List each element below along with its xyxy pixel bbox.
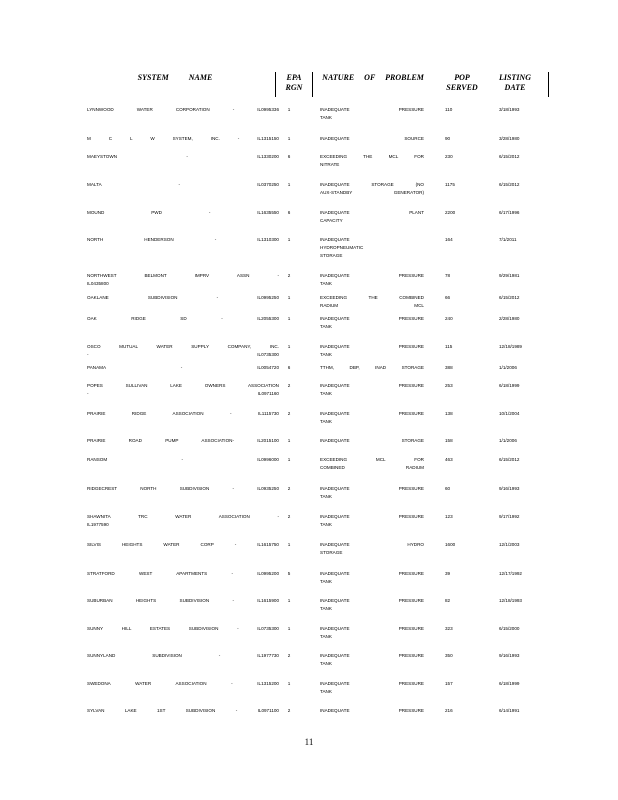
- nature-of-problem-cell: INADEQUATE HYDRO STORAGE: [320, 542, 424, 555]
- listing-date-cell: 9/16/1993: [499, 653, 520, 658]
- system-name-cell: PRAIRIE RIDGE ASSOCIATION - IL1115730: [87, 411, 279, 416]
- pop-served-cell: 158: [445, 438, 453, 443]
- listing-date-cell: 6/17/1996: [499, 210, 520, 215]
- page-number: 11: [304, 737, 314, 747]
- system-name-cell: OAK RIDGE SD - IL2055300: [87, 316, 279, 321]
- listing-date-cell: 2/28/1980: [499, 316, 520, 321]
- system-name-cell: SYLVAN LAKE 1ST SUBDIVISION - IL0971100: [87, 708, 279, 713]
- system-name-cell: SUNNYLAND SUBDIVISION - IL1977730: [87, 653, 279, 658]
- epa-region-cell: 1: [287, 237, 291, 242]
- epa-region-cell: 1: [287, 542, 291, 547]
- epa-region-cell: 1: [287, 457, 291, 462]
- epa-region-cell: 6: [287, 365, 291, 370]
- nature-of-problem-cell: INADEQUATE PRESSURE TANK: [320, 344, 424, 357]
- epa-region-cell: 6: [287, 210, 291, 215]
- epa-region-cell: 2: [287, 411, 291, 416]
- epa-region-cell: 2: [287, 273, 291, 278]
- pop-served-cell: 60: [445, 486, 451, 491]
- header-nature-of-problem: NATURE OF PROBLEM: [322, 73, 424, 82]
- header-system-name: SYSTEM NAME: [137, 73, 213, 82]
- pop-served-cell: 2200: [445, 210, 456, 215]
- pop-served-cell: 82: [445, 598, 451, 603]
- nature-of-problem-cell: INADEQUATE HYDROPNEUMATIC STORAGE: [320, 237, 364, 258]
- listing-date-cell: 6/15/2000: [499, 626, 520, 631]
- system-name-cell: SILVIS HEIGHTS WATER CORP - IL1615750: [87, 542, 279, 547]
- pop-served-cell: 350: [445, 653, 453, 658]
- pop-served-cell: 66: [445, 295, 451, 300]
- pop-served-cell: 39: [445, 571, 451, 576]
- nature-of-problem-cell: INADEQUATE PRESSURE TANK: [320, 411, 424, 424]
- listing-date-cell: 9/16/1993: [499, 486, 520, 491]
- epa-region-cell: 1: [287, 598, 291, 603]
- nature-of-problem-cell: INADEQUATE PLANT CAPACITY: [320, 210, 424, 223]
- epa-region-cell: 1: [287, 626, 291, 631]
- nature-of-problem-cell: INADEQUATE PRESSURE TANK: [320, 653, 424, 666]
- epa-region-cell: 1: [287, 107, 291, 112]
- system-name-cell: POPES SULLIVAN LAKE OWNERS ASSOCIATION - IL0971160: [87, 383, 279, 396]
- listing-date-cell: 6/14/1991: [499, 708, 520, 713]
- epa-region-cell: 6: [287, 154, 291, 159]
- nature-of-problem-cell: INADEQUATE PRESSURE TANK: [320, 383, 424, 396]
- nature-of-problem-cell: INADEQUATE PRESSURE: [320, 708, 424, 713]
- system-name-cell: LYNNWOOD WATER CORPORATION - IL0995336: [87, 107, 279, 112]
- pop-served-cell: 253: [445, 383, 453, 388]
- system-name-cell: RIDGECREST NORTH SUBDIVISION - IL0935250: [87, 486, 279, 491]
- nature-of-problem-cell: INADEQUATE STORAGE: [320, 438, 424, 443]
- listing-date-cell: 7/1/2011: [499, 237, 517, 242]
- pop-served-cell: 463: [445, 457, 453, 462]
- pop-served-cell: 78: [445, 273, 451, 278]
- epa-region-cell: 2: [287, 383, 291, 388]
- system-name-cell: NORTHWEST BELMONT IMPRV ASSN - IL0435800: [87, 273, 279, 286]
- pop-served-cell: 157: [445, 681, 453, 686]
- header-divider-1: [275, 72, 276, 97]
- header-listing-date: LISTING DATE: [498, 73, 531, 92]
- listing-date-cell: 12/18/1993: [499, 598, 522, 603]
- listing-date-cell: 1/1/2006: [499, 365, 517, 370]
- listing-date-cell: 1/1/2006: [499, 438, 517, 443]
- pop-served-cell: 164: [445, 237, 453, 242]
- listing-date-cell: 12/17/1992: [499, 571, 522, 576]
- system-name-cell: SHAWNITA TRC WATER ASSOCIATION - IL1977590: [87, 514, 279, 527]
- epa-region-cell: 2: [287, 514, 291, 519]
- pop-served-cell: 110: [445, 107, 453, 112]
- system-name-cell: PRAIRIE ROAD PUMP ASSOCIATION- IL2015100: [87, 438, 279, 443]
- listing-date-cell: 6/18/1999: [499, 681, 520, 686]
- system-name-cell: STRATFORD WEST APARTMENTS - IL0995200: [87, 571, 279, 576]
- epa-region-cell: 1: [287, 344, 291, 349]
- pop-served-cell: 90: [445, 136, 451, 141]
- nature-of-problem-cell: INADEQUATE PRESSURE TANK: [320, 598, 424, 611]
- nature-of-problem-cell: EXCEEDING MCL FOR COMBINED RADIUM: [320, 457, 424, 470]
- nature-of-problem-cell: INADEQUATE PRESSURE TANK: [320, 571, 424, 584]
- listing-date-cell: 6/15/2012: [499, 295, 520, 300]
- pop-served-cell: 388: [445, 365, 453, 370]
- pop-served-cell: 123: [445, 514, 453, 519]
- epa-region-cell: 1: [287, 182, 291, 187]
- header-pop-served: POP SERVED: [446, 73, 478, 92]
- pop-served-cell: 323: [445, 626, 453, 631]
- epa-region-cell: 1: [287, 316, 291, 321]
- header-divider-2: [312, 72, 313, 97]
- header-divider-3: [548, 72, 549, 97]
- system-name-cell: RANSOM - IL0996000: [87, 457, 279, 462]
- nature-of-problem-cell: INADEQUATE PRESSURE TANK: [320, 514, 424, 527]
- system-name-cell: PANAMA - IL0054720: [87, 365, 279, 370]
- pop-served-cell: 216: [445, 708, 453, 713]
- listing-date-cell: 3/28/1980: [499, 136, 520, 141]
- nature-of-problem-cell: INADEQUATE PRESSURE TANK: [320, 273, 424, 286]
- nature-of-problem-cell: EXCEEDING THE MCL FOR NITRATE: [320, 154, 424, 167]
- system-name-cell: MOUND PWD - IL1635550: [87, 210, 279, 215]
- listing-date-cell: 12/1/2003: [499, 542, 520, 547]
- nature-of-problem-cell: INADEQUATE SOURCE: [320, 136, 424, 141]
- pop-served-cell: 138: [445, 411, 453, 416]
- listing-date-cell: 10/1/2004: [499, 411, 520, 416]
- nature-of-problem-cell: INADEQUATE STORAGE (NO AUX-STANDBY GENERATOR): [320, 182, 424, 195]
- nature-of-problem-cell: INADEQUATE PRESSURE TANK: [320, 316, 424, 329]
- pop-served-cell: 240: [445, 316, 453, 321]
- epa-region-cell: 1: [287, 295, 291, 300]
- nature-of-problem-cell: INADEQUATE PRESSURE TANK: [320, 681, 424, 694]
- listing-date-cell: 6/15/2012: [499, 182, 520, 187]
- epa-region-cell: 2: [287, 708, 291, 713]
- epa-region-cell: 1: [287, 681, 291, 686]
- nature-of-problem-cell: INADEQUATE PRESSURE TANK: [320, 486, 424, 499]
- nature-of-problem-cell: INADEQUATE PRESSURE TANK: [320, 107, 424, 120]
- header-epa-rgn: EPA RGN: [285, 73, 303, 92]
- listing-date-cell: 6/15/2012: [499, 457, 520, 462]
- system-name-cell: OAKLANE SUBDIVISION - IL0995250: [87, 295, 279, 300]
- epa-region-cell: 2: [287, 653, 291, 658]
- system-name-cell: OSCO MUTUAL WATER SUPPLY COMPANY, INC. - IL0735300: [87, 344, 279, 357]
- system-name-cell: SUBURBAN HEIGHTS SUBDIVISION - IL1615900: [87, 598, 279, 603]
- system-name-cell: NORTH HENDERSON - IL1310300: [87, 237, 279, 242]
- nature-of-problem-cell: INADEQUATE PRESSURE TANK: [320, 626, 424, 639]
- epa-region-cell: 5: [287, 571, 291, 576]
- epa-region-cell: 1: [287, 438, 291, 443]
- nature-of-problem-cell: EXCEEDING THE COMBINED RADIUM MCL: [320, 295, 424, 308]
- listing-date-cell: 3/18/1993: [499, 107, 520, 112]
- nature-of-problem-cell: TTHM, DBP, INAD STORAGE: [320, 365, 424, 370]
- pop-served-cell: 230: [445, 154, 453, 159]
- pop-served-cell: 115: [445, 344, 453, 349]
- listing-date-cell: 9/17/1992: [499, 514, 520, 519]
- system-name-cell: SWEDONA WATER ASSOCIATION - IL1315200: [87, 681, 279, 686]
- system-name-cell: MAEYSTOWN - IL1330200: [87, 154, 279, 159]
- listing-date-cell: 12/18/1989: [499, 344, 522, 349]
- system-name-cell: MALTA - IL0370250: [87, 182, 279, 187]
- epa-region-cell: 2: [287, 486, 291, 491]
- listing-date-cell: 9/29/1981: [499, 273, 520, 278]
- system-name-cell: M C L W SYSTEM, INC. - IL1315150: [87, 136, 279, 141]
- pop-served-cell: 1600: [445, 542, 456, 547]
- listing-date-cell: 6/18/1999: [499, 383, 520, 388]
- pop-served-cell: 1175: [445, 182, 455, 187]
- system-name-cell: SUNNY HILL ESTATES SUBDIVISION - IL0735300: [87, 626, 279, 631]
- epa-region-cell: 1: [287, 136, 291, 141]
- listing-date-cell: 6/15/2012: [499, 154, 520, 159]
